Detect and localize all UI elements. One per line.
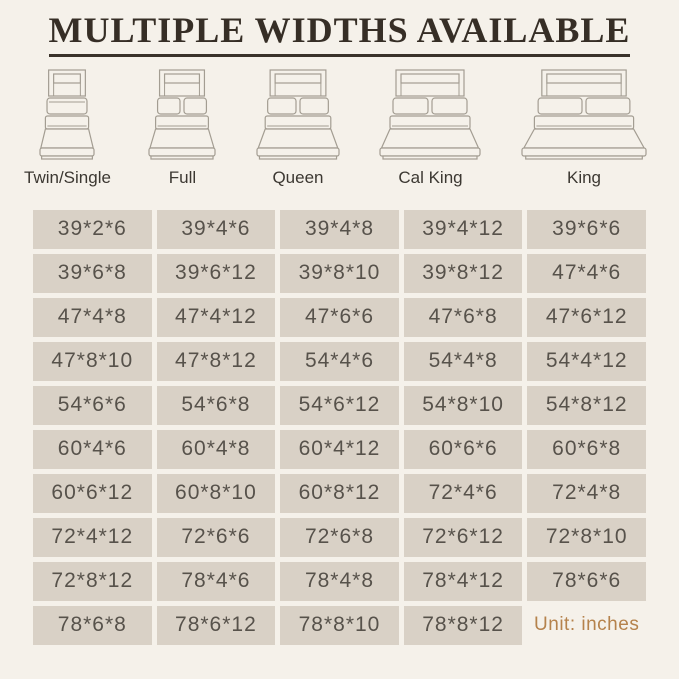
- size-cell: 60*6*8: [527, 430, 646, 469]
- bed-icon: [37, 69, 97, 161]
- size-cell: 54*6*8: [157, 386, 276, 425]
- size-cell: 72*6*6: [157, 518, 276, 557]
- bed-icon: [377, 69, 483, 161]
- size-cell: 72*6*8: [280, 518, 399, 557]
- bed-figure-twin-single: [24, 69, 111, 188]
- bed-label: King: [566, 167, 602, 187]
- bed-icon: [519, 69, 649, 161]
- size-cell: 78*8*12: [404, 606, 523, 645]
- size-cell: 72*4*6: [404, 474, 523, 513]
- size-grid: [33, 210, 646, 645]
- size-cell: 54*8*12: [527, 386, 646, 425]
- size-cell: 54*6*6: [33, 386, 152, 425]
- size-cell: 47*4*8: [33, 298, 152, 337]
- size-cell: 39*8*12: [404, 254, 523, 293]
- size-cell: 54*4*12: [527, 342, 646, 381]
- bed-figure-cal-king: [377, 69, 483, 188]
- size-cell: 47*6*6: [280, 298, 399, 337]
- size-cell: 39*2*6: [33, 210, 152, 249]
- size-cell: 72*8*12: [33, 562, 152, 601]
- size-cell: 54*6*12: [280, 386, 399, 425]
- bed-figure-queen: [254, 69, 342, 188]
- size-cell: 78*4*12: [404, 562, 523, 601]
- bed-figure-king: [519, 69, 649, 188]
- size-cell: 47*8*12: [157, 342, 276, 381]
- size-cell: 78*4*8: [280, 562, 399, 601]
- bed-label: Queen: [272, 167, 324, 187]
- size-cell: 60*4*12: [280, 430, 399, 469]
- size-cell: 60*6*12: [33, 474, 152, 513]
- size-cell: 72*6*12: [404, 518, 523, 557]
- size-cell: 72*4*12: [33, 518, 152, 557]
- bed-icon: [254, 69, 342, 161]
- bed-figure-full: [146, 69, 218, 188]
- size-cell: 39*4*12: [404, 210, 523, 249]
- bed-label: Twin/Single: [24, 167, 111, 187]
- size-cell: 47*6*12: [527, 298, 646, 337]
- size-cell: 47*4*12: [157, 298, 276, 337]
- size-cell: 72*4*8: [527, 474, 646, 513]
- size-cell: 78*8*10: [280, 606, 399, 645]
- size-cell: 39*4*6: [157, 210, 276, 249]
- size-cell: 78*4*6: [157, 562, 276, 601]
- page-title: MULTIPLE WIDTHS AVAILABLE: [49, 12, 631, 57]
- unit-note: Unit: inches: [534, 614, 640, 636]
- bed-size-figures: [0, 57, 679, 188]
- size-cell: 60*6*6: [404, 430, 523, 469]
- size-cell: 78*6*12: [157, 606, 276, 645]
- bed-label: Full: [168, 167, 197, 187]
- size-cell: 39*6*6: [527, 210, 646, 249]
- size-cell: 39*6*12: [157, 254, 276, 293]
- size-cell: 78*6*8: [33, 606, 152, 645]
- size-cell: 39*6*8: [33, 254, 152, 293]
- bed-icon: [146, 69, 218, 161]
- size-cell: 60*4*6: [33, 430, 152, 469]
- bed-label: Cal King: [398, 167, 463, 187]
- size-cell: 54*8*10: [404, 386, 523, 425]
- size-cell: 60*8*10: [157, 474, 276, 513]
- size-cell: 47*8*10: [33, 342, 152, 381]
- size-cell: 47*4*6: [527, 254, 646, 293]
- size-cell: 60*4*8: [157, 430, 276, 469]
- size-cell: 47*6*8: [404, 298, 523, 337]
- size-cell: 54*4*8: [404, 342, 523, 381]
- size-cell: 72*8*10: [527, 518, 646, 557]
- title-wrap: [0, 0, 679, 57]
- size-cell: 54*4*6: [280, 342, 399, 381]
- size-cell: 78*6*6: [527, 562, 646, 601]
- size-cell: 60*8*12: [280, 474, 399, 513]
- size-cell: 39*8*10: [280, 254, 399, 293]
- size-cell: 39*4*8: [280, 210, 399, 249]
